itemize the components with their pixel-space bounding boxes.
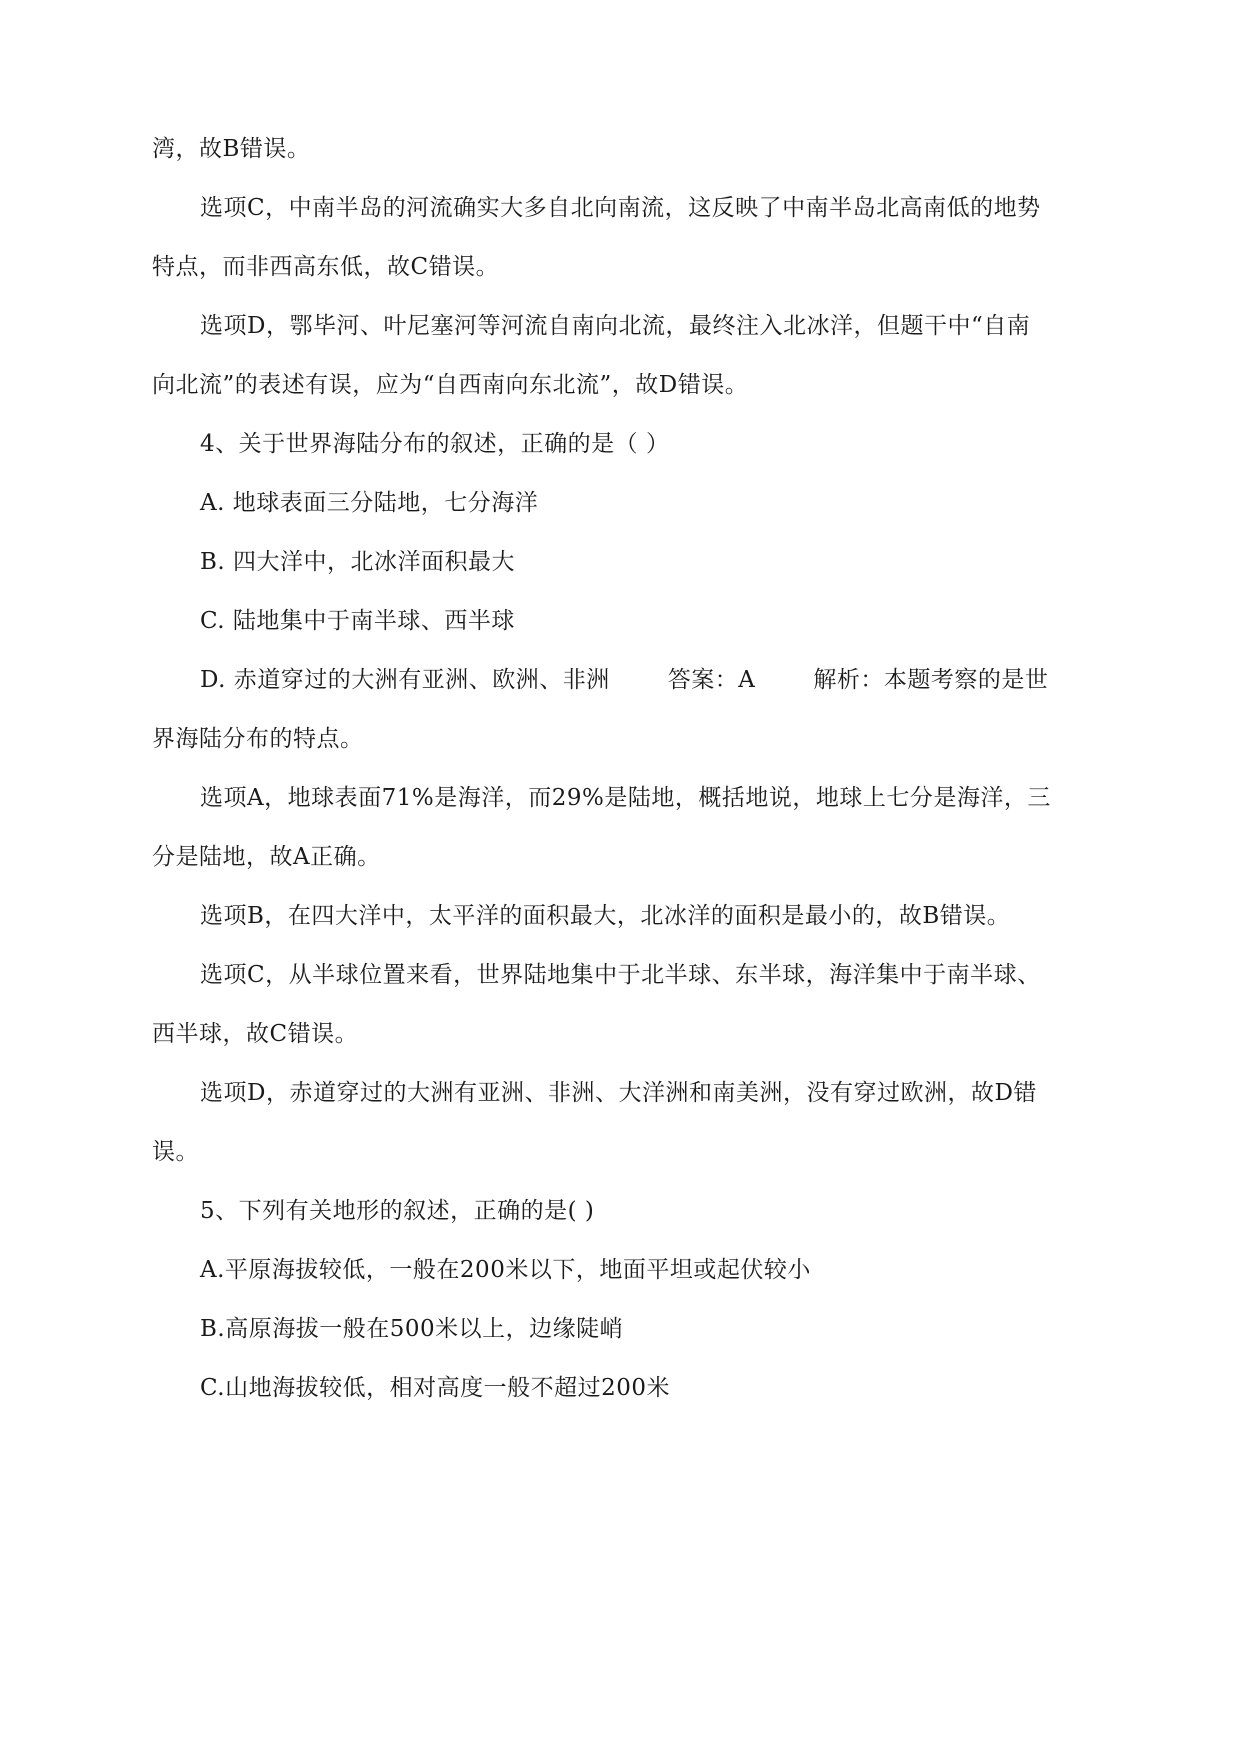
- text-line: 特点，而非西高东低，故C错误。: [152, 254, 500, 280]
- text-line: 选项C，从半球位置来看，世界陆地集中于北半球、东半球，海洋集中于南半球、: [200, 962, 1041, 988]
- question-4-option-d-line: [200, 665, 1048, 695]
- question-5-option-a: A.平原海拔较低，一般在200米以下，地面平坦或起伏较小: [200, 1257, 811, 1283]
- question-4-analysis: 解析：本题考察的是世: [813, 667, 1049, 693]
- question-4-option-b: B. 四大洋中，北冰洋面积最大: [200, 549, 516, 575]
- question-4-option-d: D. 赤道穿过的大洲有亚洲、欧洲、非洲: [200, 667, 610, 693]
- question-5-stem: 5、下列有关地形的叙述，正确的是( ): [200, 1198, 595, 1224]
- text-line: 向北流”的表述有误，应为“自西南向东北流”，故D错误。: [152, 372, 749, 398]
- text-line: 湾，故B错误。: [152, 136, 311, 162]
- text-line: 选项D，赤道穿过的大洲有亚洲、非洲、大洋洲和南美洲，没有穿过欧洲，故D错: [200, 1080, 1037, 1106]
- text-line: 分是陆地，故A正确。: [152, 844, 381, 870]
- text-line: 选项A，地球表面71%是海洋，而29%是陆地，概括地说，地球上七分是海洋，三: [200, 785, 1051, 811]
- text-line: 选项C，中南半岛的河流确实大多自北向南流，这反映了中南半岛北高南低的地势: [200, 195, 1041, 221]
- text-line: 选项B，在四大洋中，太平洋的面积最大，北冰洋的面积是最小的，故B错误。: [200, 903, 1011, 929]
- question-5-option-c: C.山地海拔较低，相对高度一般不超过200米: [200, 1375, 670, 1401]
- question-4-option-a: A. 地球表面三分陆地，七分海洋: [200, 490, 539, 516]
- question-4-option-c: C. 陆地集中于南半球、西半球: [200, 608, 515, 634]
- question-4-stem: 4、关于世界海陆分布的叙述，正确的是（ ）: [200, 431, 670, 457]
- text-line: 选项D，鄂毕河、叶尼塞河等河流自南向北流，最终注入北冰洋，但题干中“自南: [200, 313, 1031, 339]
- text-line: 西半球，故C错误。: [152, 1021, 359, 1047]
- question-4-answer: 答案：A: [667, 667, 756, 693]
- text-line: 界海陆分布的特点。: [152, 726, 364, 752]
- question-5-option-b: B.高原海拔一般在500米以上，边缘陡峭: [200, 1316, 624, 1342]
- text-line: 误。: [152, 1139, 199, 1165]
